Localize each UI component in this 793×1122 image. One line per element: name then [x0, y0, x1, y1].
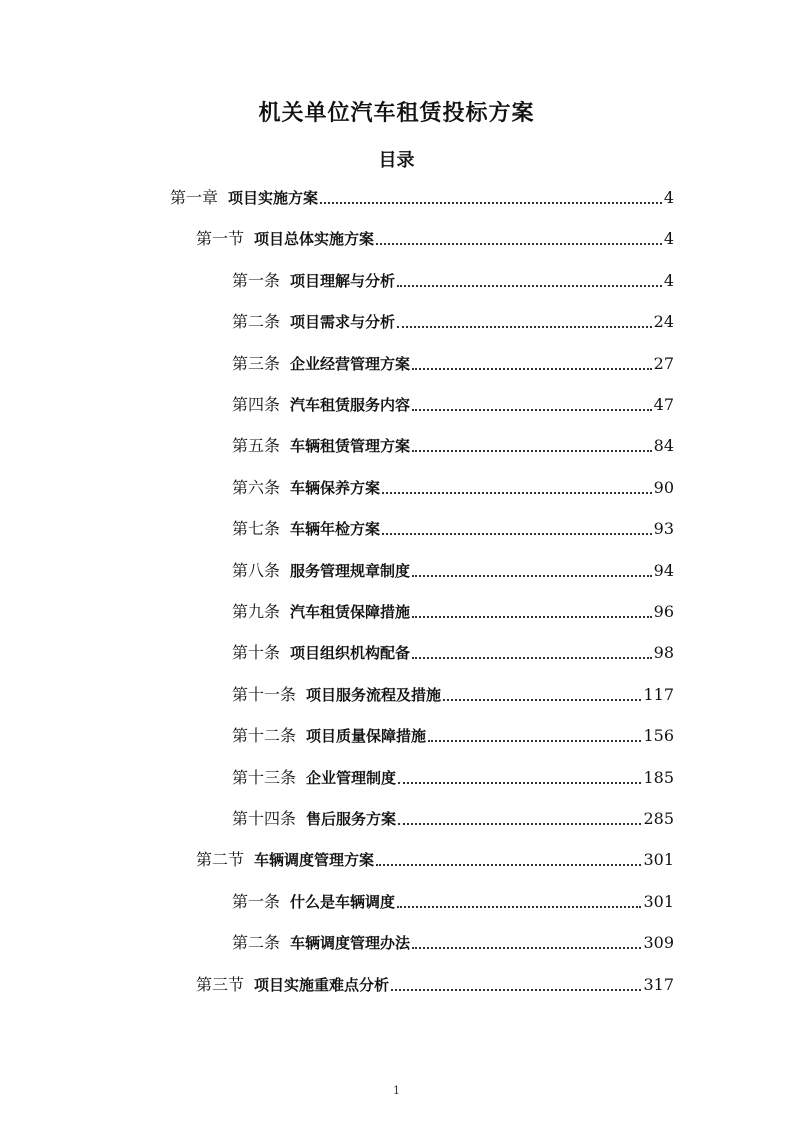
toc-entry-number: 第八条 — [232, 560, 281, 580]
toc-dot-leader — [398, 781, 641, 784]
toc-entry[interactable] — [232, 515, 674, 543]
toc-entry[interactable] — [232, 267, 674, 295]
toc-entry-number: 第九条 — [232, 602, 281, 621]
toc-entry-number: 第一章 — [170, 188, 219, 207]
toc-entry-number: 第一条 — [232, 270, 281, 290]
toc-dot-leader — [412, 367, 652, 370]
toc-entry-title: 企业管理制度 — [306, 768, 397, 787]
page-number: 1 — [393, 1084, 400, 1097]
toc-dot-leader — [397, 905, 641, 908]
toc-entry-number: 第十三条 — [232, 767, 297, 787]
toc-entry-title: 项目实施重难点分析 — [254, 975, 390, 994]
toc-dot-leader — [428, 739, 641, 742]
toc-entry[interactable] — [196, 971, 674, 999]
toc-entry-number: 第二节 — [196, 850, 245, 870]
toc-entry-title: 什么是车辆调度 — [290, 892, 396, 911]
toc-entry-number: 第一节 — [196, 229, 245, 249]
toc-entry[interactable] — [196, 846, 674, 874]
toc-entry-page: 24 — [653, 312, 674, 332]
toc-entry[interactable] — [232, 350, 674, 378]
toc-entry[interactable] — [232, 764, 674, 792]
toc-entry-number: 第十四条 — [232, 809, 297, 828]
toc-dot-leader — [320, 201, 662, 204]
toc-entry[interactable] — [232, 722, 674, 750]
toc-entry-number: 第十条 — [232, 643, 281, 663]
toc-entry-page: 285 — [643, 809, 674, 828]
toc-entry-title: 项目需求与分析 — [290, 313, 396, 332]
toc-dot-leader — [412, 946, 641, 949]
toc-entry-number: 第三节 — [196, 974, 245, 994]
toc-entry[interactable] — [196, 225, 674, 253]
toc-entry-title: 车辆调度管理办法 — [290, 934, 411, 953]
toc-entry-title: 汽车租赁服务内容 — [290, 396, 411, 414]
toc-entry-page: 90 — [653, 477, 674, 497]
toc-entry-title: 项目实施方案 — [228, 189, 319, 207]
toc-entry-number: 第一条 — [232, 891, 281, 911]
toc-entry[interactable] — [232, 929, 674, 957]
toc-entry-title: 项目服务流程及措施 — [306, 685, 442, 704]
toc-entry-page: 27 — [653, 353, 674, 373]
toc-entry-page: 185 — [643, 767, 674, 787]
toc-entry-page: 4 — [663, 188, 674, 207]
toc-entry-page: 301 — [643, 891, 674, 911]
toc-entry-number: 第十二条 — [232, 726, 297, 746]
toc-entry-page: 98 — [653, 643, 674, 663]
toc-dot-leader — [412, 615, 652, 618]
toc-entry-title: 项目质量保障措施 — [306, 727, 427, 746]
toc-entry-page: 93 — [653, 519, 674, 539]
toc-entry-number: 第七条 — [232, 519, 281, 539]
toc-dot-leader — [397, 325, 652, 328]
toc-entry-page: 94 — [653, 560, 674, 580]
document-title: 机关单位汽车租赁投标方案 — [258, 101, 535, 126]
toc-dot-leader — [412, 449, 652, 452]
toc-entry[interactable] — [232, 557, 674, 585]
toc-entry[interactable] — [232, 888, 674, 916]
toc-dot-leader — [382, 532, 652, 535]
toc-dot-leader — [412, 656, 652, 659]
toc-entry-title: 项目总体实施方案 — [254, 230, 375, 249]
toc-dot-leader — [376, 242, 662, 245]
toc-entry[interactable] — [232, 639, 674, 667]
toc-entry[interactable] — [232, 432, 674, 460]
toc-entry-title: 企业经营管理方案 — [290, 354, 411, 373]
toc-entry-page: 317 — [643, 974, 674, 994]
toc-entry[interactable] — [170, 184, 674, 212]
toc-entry[interactable] — [232, 391, 674, 419]
toc-dot-leader — [376, 863, 641, 866]
toc-dot-leader — [443, 698, 641, 701]
toc-entry[interactable] — [232, 598, 674, 626]
toc-entry-number: 第二条 — [232, 933, 281, 953]
toc-entry-page: 4 — [663, 229, 674, 249]
toc-entry-title: 车辆调度管理方案 — [254, 851, 375, 870]
toc-entry[interactable] — [232, 474, 674, 502]
toc-entry-page: 96 — [653, 602, 674, 621]
toc-dot-leader — [382, 491, 652, 494]
toc-entry-title: 服务管理规章制度 — [290, 561, 411, 580]
toc-entry-title: 车辆保养方案 — [290, 478, 381, 497]
toc-entry-number: 第十一条 — [232, 684, 297, 704]
toc-entry-number: 第四条 — [232, 395, 281, 414]
toc-entry-title: 售后服务方案 — [306, 810, 397, 828]
toc-entry[interactable] — [232, 308, 674, 336]
toc-entry-page: 156 — [643, 726, 674, 746]
toc-dot-leader — [412, 408, 652, 411]
toc-entry-title: 车辆租赁管理方案 — [290, 437, 411, 456]
toc-entry-number: 第六条 — [232, 477, 281, 497]
toc-entry-number: 第二条 — [232, 312, 281, 332]
toc-entry-title: 项目理解与分析 — [290, 271, 396, 290]
toc-entry-title: 汽车租赁保障措施 — [290, 603, 411, 621]
toc-heading: 目录 — [378, 150, 415, 171]
toc-entry-page: 309 — [643, 933, 674, 953]
toc-entry-page: 84 — [653, 436, 674, 456]
toc-entry-page: 4 — [663, 270, 674, 290]
toc-entry-page: 301 — [643, 850, 674, 870]
toc-dot-leader — [412, 574, 652, 577]
toc-dot-leader — [391, 988, 641, 991]
toc-entry-page: 117 — [643, 684, 674, 704]
toc-dot-leader — [398, 822, 641, 825]
toc-entry-page: 47 — [653, 395, 674, 414]
toc-entry-number: 第三条 — [232, 353, 281, 373]
toc-entry[interactable] — [232, 805, 674, 833]
toc-dot-leader — [397, 284, 662, 287]
toc-entry-number: 第五条 — [232, 436, 281, 456]
toc-entry-title: 项目组织机构配备 — [290, 644, 411, 663]
toc-entry-title: 车辆年检方案 — [290, 520, 381, 539]
toc-entry[interactable] — [232, 681, 674, 709]
